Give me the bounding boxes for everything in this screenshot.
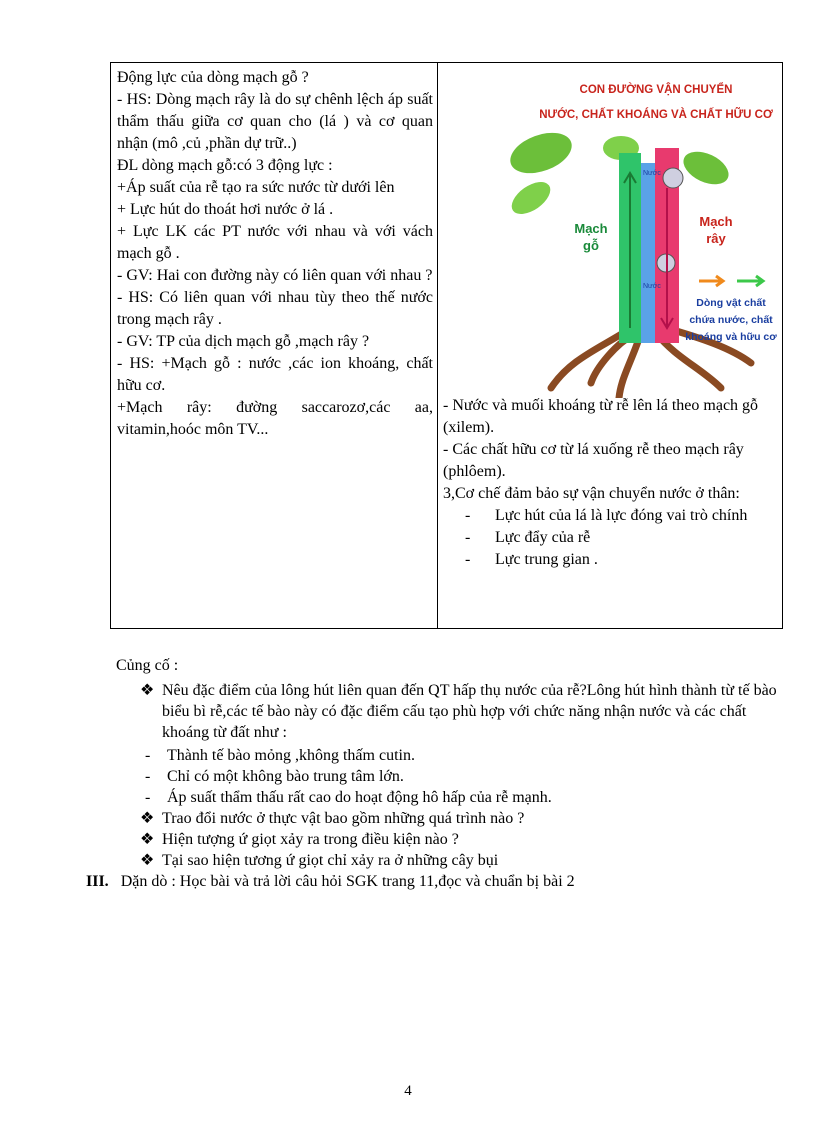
right-line: - Các chất hữu cơ từ lá xuống rễ theo mạch rây (phlôem).	[443, 441, 744, 480]
dash-marker: -	[465, 507, 471, 524]
phloem-label-2: rây	[706, 231, 726, 246]
diamond-bullet-icon: ❖	[140, 810, 155, 827]
mechanism-list	[443, 505, 779, 571]
water-label-top: Nước	[643, 170, 661, 177]
figure-title-line1: CON ĐƯỜNG VẬN CHUYỂN	[579, 84, 733, 96]
list-item-text: Lực trung gian .	[495, 551, 598, 568]
diamond-bullet-icon: ❖	[140, 852, 155, 869]
middle-vessel	[641, 163, 655, 343]
lesson-table	[110, 62, 783, 629]
figure-title-line2: NƯỚC, CHẤT KHOÁNG VÀ CHẤT HỮU CƠ	[539, 109, 773, 121]
dash-marker: -	[145, 747, 151, 764]
dash-marker: -	[145, 768, 151, 785]
xylem-label-1: Mạch	[574, 221, 608, 236]
review-dash-text: Áp suất thẩm thấu rất cao do hoạt động hô hấp của rễ mạnh.	[167, 789, 552, 806]
dash-marker: -	[145, 789, 151, 806]
section-3-text: Dặn dò : Học bài và trả lời câu hỏi SGK trang 11,đọc và chuẩn bị bài 2	[120, 873, 575, 890]
column-divider	[437, 63, 438, 628]
legend-line-1: Dòng vật chất	[696, 297, 766, 309]
review-bullet	[140, 829, 780, 850]
dash-marker: -	[465, 529, 471, 546]
left-line: +Áp suất của rễ tạo ra sức nước từ dưới lên	[117, 179, 395, 196]
legend-orange-arrow	[699, 276, 723, 286]
legend-line-2: chứa nước, chất	[689, 314, 773, 326]
review-dash-item	[145, 787, 552, 808]
left-line: - GV: TP của dịch mạch gỗ ,mạch rây ?	[117, 333, 370, 350]
left-line: +Mạch rây: đường saccarozơ,các aa, vitamin,hoóc môn TV...	[117, 399, 433, 438]
diamond-bullet-icon: ❖	[140, 831, 155, 848]
section-numeral: III.	[86, 873, 109, 890]
left-line: - GV: Hai con đường này có liên quan với nhau ?	[117, 267, 433, 284]
sieve-plate	[663, 168, 683, 188]
dash-marker: -	[465, 551, 471, 568]
right-line: 3,Cơ chế đảm bảo sự vận chuyển nước ở thân:	[443, 485, 740, 502]
review-dash-text: Thành tế bào mỏng ,không thấm cutin.	[167, 747, 415, 764]
page-number: 4	[404, 1083, 412, 1099]
list-item	[443, 505, 779, 527]
review-dash-item	[145, 766, 404, 787]
list-item-text: Lực hút của lá là lực đóng vai trò chính	[495, 507, 748, 524]
diamond-bullet-icon: ❖	[140, 682, 155, 699]
phloem-label-1: Mạch	[699, 214, 733, 229]
left-line: - HS: Dòng mạch rây là do sự chênh lệch áp suất thẩm thấu giữa cơ quan cho (lá ) và cơ quan nhận (mô ,củ ,phần dự trữ..)	[117, 91, 433, 152]
list-item	[443, 527, 779, 549]
list-item	[443, 549, 779, 571]
right-line: - Nước và muối khoáng từ rễ lên lá theo mạch gỗ (xilem).	[443, 397, 759, 436]
legend-green-arrow	[737, 276, 763, 286]
left-line: + Lực hút do thoát hơi nước ở lá .	[117, 201, 334, 218]
left-line: + Lực LK các PT nước với nhau và với vách mạch gỗ .	[117, 223, 433, 262]
review-bullet	[140, 808, 780, 829]
review-bullet-text: Tại sao hiện tương ứ giọt chỉ xảy ra ở những cây bụi	[162, 852, 499, 869]
leaf-shape	[505, 125, 577, 181]
section-3	[86, 873, 575, 891]
review-dash-text: Chỉ có một không bào trung tâm lớn.	[167, 768, 404, 785]
review-bullet-text: Nêu đặc điểm của lông hút liên quan đến QT hấp thụ nước của rễ?Lông hút hình thành từ tế bào biểu bì rễ,các tế bào này có đặc điểm cấu tạo phù hợp với chức năng nhận nước và các chất khoáng từ đất như :	[162, 682, 777, 741]
review-dash-item	[145, 745, 415, 766]
left-column	[117, 67, 433, 441]
legend-line-3: khoáng và hữu cơ	[685, 331, 777, 343]
cungco-heading: Củng cố :	[116, 657, 179, 674]
leaf-shape	[506, 176, 556, 221]
xylem-label-2: gỗ	[583, 238, 599, 253]
left-line: ĐL dòng mạch gỗ:có 3 động lực :	[117, 157, 333, 174]
review-bullet-text: Hiện tượng ứ giọt xảy ra trong điều kiện nào ?	[162, 831, 459, 848]
review-bullet	[140, 680, 780, 743]
left-line: - HS: Có liên quan với nhau tùy theo thế nước trong mạch rây .	[117, 289, 433, 328]
plant-transport-figure	[501, 78, 781, 398]
water-label-bottom: Nước	[643, 283, 661, 290]
right-column	[443, 395, 779, 571]
left-line: - HS: +Mạch gỗ : nước ,các ion khoáng, chất hữu cơ.	[117, 355, 433, 394]
leaf-shape	[678, 145, 733, 191]
left-line: Động lực của dòng mạch gỗ ?	[117, 69, 309, 86]
review-bullet-text: Trao đổi nước ở thực vật bao gồm những quá trình nào ?	[162, 810, 525, 827]
review-bullet	[140, 850, 780, 871]
list-item-text: Lực đẩy của rễ	[495, 529, 591, 546]
